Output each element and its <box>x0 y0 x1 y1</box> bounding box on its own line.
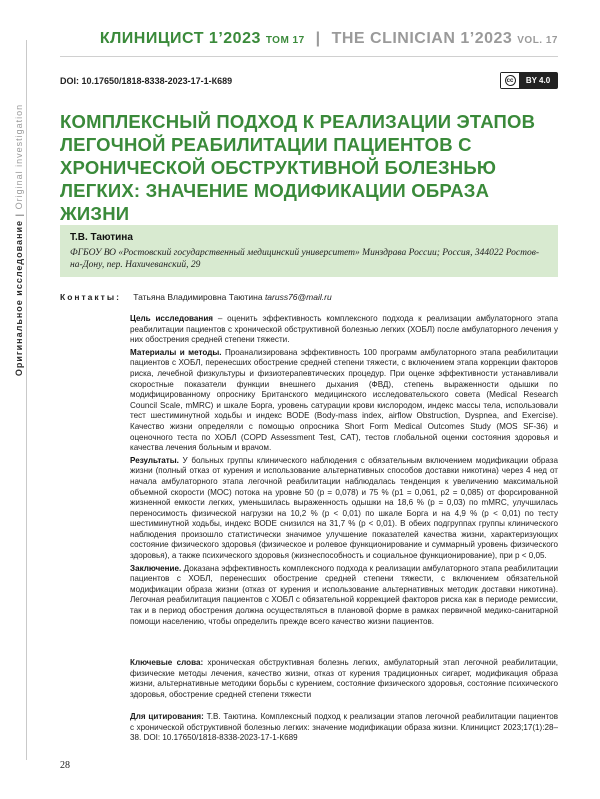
abstract <box>130 314 558 629</box>
contact-name: Татьяна Владимировна Таютина <box>133 292 263 302</box>
methods-text: Проанализирована эффективность 100 программ амбулаторного этапа реабилитации пациентов с ХОБЛ, перенесших обострение средней степени тяжести, с включением этапа коррекции факторов риска, лечебной физкультуры и физиотерапевтических процедур. При оценке эффективности устанавливали скоростные показатели функции внешнего дыхания (ФВД), степень выраженности одышки по модифицированному опроснику Британского медицинского исследовательского совета (Medical Research Council Scale, mMRC) и шкале Борга, уровень сатурации крови кислородом, индекс массы тела, использовали тест шестиминутной ходьбы и индекс BODE (Body-mass index, airflow Obstruction, Dyspnea, and Exercise). Качество жизни определяли с помощью опросника Short Form Medical Outcomes Study (MOS SF-36) и оценочного теста по ХОБЛ (COPD Assessment Test, CAT), тестов глобальной оценки состояния здоровья и качества лечения больным и врачом. <box>130 347 558 453</box>
contact-email[interactable]: taruss76@mail.ru <box>264 292 332 302</box>
journal-title-en: THE CLINICIAN 1’2023 <box>331 30 513 47</box>
page-number: 28 <box>60 760 70 771</box>
section-label-en: Original investigation <box>14 103 24 210</box>
abstract-aim <box>130 314 558 346</box>
license-badge <box>500 72 558 89</box>
contacts <box>60 292 332 302</box>
creative-commons-icon: cc <box>505 75 516 86</box>
header-rule <box>60 56 558 57</box>
author-name: Т.В. Таютина <box>70 232 133 243</box>
keywords-text: хроническая обструктивная болезнь легких, амбулаторный этап легочной реабилитации, физические методы лечения, качество жизни, отказ от курения традиционных сигарет, модификация образа жизни, альтернативные методики борьбы с курением, состояние физического здоровья, состояние психического здоровья, обострение средней степени тяжести <box>130 658 558 699</box>
citation-label: Для цитирования: <box>130 712 204 721</box>
sidebar-divider <box>26 40 27 760</box>
abstract-conclusion <box>130 564 558 628</box>
journal-volume-en: VOL. 17 <box>517 35 558 46</box>
citation-text: Т.В. Таютина. Комплексный подход к реализации этапов легочной реабилитации пациентов с хронической обструктивной болезнью легких: значение модификации образа жизни. Клиницист 2023;17(1):28–38. DOI: 10.17650/1818-8338-2023-17-1-К689 <box>130 712 559 743</box>
section-label <box>14 35 24 445</box>
keywords <box>130 658 558 700</box>
conclusion-label: Заключение. <box>130 563 182 573</box>
results-text: У больных группы клинического наблюдения с обязательным включением модификации образа жизни (полный отказ от курения и использование альтернативных способов доставки никотина) через 4 нед от начала амбулаторного этапа легочной реабилитации наблюдалась тенденция к увеличению максимальной объемной скорости (МОС) потока на уровне 50 (p = 0,078) и 75 % (p1 = 0,061, p2 = 0,085) от форсированной жизненной емкости легких, уменьшилась выраженность одышки на 18,6 % (p = 0,03) по mMRC, улучшилась переносимость физической нагрузки на 10,2 % (p < 0,01) по шкале Борга и на 4,9 % (p < 0,01) по тесту шестиминутной ходьбы, индекс BODE снизился на 31,7 % (p < 0,01). В обеих подгруппах группы клинического наблюдения произошло статистически значимое улучшение показателей качества жизни, характеризующих состояние физического здоровья (физическое и ролевое функционирование и суммарный уровень физического здоровья), а также психического здоровья (жизнеспособность и социальное функционирование), при p < 0,05. <box>130 455 558 561</box>
doi: DOI: 10.17650/1818-8338-2023-17-1-К689 <box>60 76 233 86</box>
journal-volume-ru: ТОМ 17 <box>265 35 305 46</box>
keywords-label: Ключевые слова: <box>130 658 204 667</box>
section-label-separator: | <box>14 212 24 217</box>
methods-label: Материалы и методы. <box>130 347 222 357</box>
section-label-ru: Оригинальное исследование <box>14 219 24 377</box>
conclusion-text: Доказана эффективность комплексного подхода к реализации амбулаторного этапа реабилитации пациентов с ХОБЛ, перенесших обострение средней степени тяжести, с включением обязательной модификации образа жизни (отказ от курения и использование альтернативных методик доставки никотина). Легочная реабилитация пациентов с ХОБЛ с обязательной коррекцией факторов риска как в периоде ремиссии, так и в период обострения должна осуществляться в плановой форме в рамках первичной медико-санитарной помощи населению, чтобы определить прежде всего качество жизни пациентов. <box>130 563 558 626</box>
journal-header <box>100 30 558 48</box>
abstract-results <box>130 456 558 562</box>
article-title: КОМПЛЕКСНЫЙ ПОДХОД К РЕАЛИЗАЦИИ ЭТАПОВ ЛЕГОЧНОЙ РЕАБИЛИТАЦИИ ПАЦИЕНТОВ С ХРОНИЧЕСКОЙ ОБСТРУКТИВНОЙ БОЛЕЗНЬЮ ЛЕГКИХ: ЗНАЧЕНИЕ МОДИФИКАЦИИ ОБРАЗА ЖИЗНИ <box>60 111 536 224</box>
license-label: BY 4.0 <box>519 73 557 88</box>
abstract-methods <box>130 348 558 454</box>
aim-text: – оценить эффективность комплексного подхода к реализации амбулаторного этапа реабилитации пациентов с хронической обструктивной болезнью легких (ХОБЛ) после амбулаторного лечения у них обострения средней степени тяжести. <box>130 314 558 345</box>
author-affiliation: ФГБОУ ВО «Ростовский государственный медицинский университет» Минздрава России; Россия, 344022 Ростов-на-Дону, пер. Нахичеванский, 29 <box>70 248 540 270</box>
author-box <box>60 225 558 277</box>
results-label: Результаты. <box>130 455 179 465</box>
journal-title-ru: КЛИНИЦИСТ 1’2023 <box>99 30 261 47</box>
citation <box>130 712 558 744</box>
aim-label: Цель исследования <box>130 314 214 323</box>
contacts-label: Контакты: <box>60 292 121 302</box>
header-separator: | <box>315 30 321 47</box>
